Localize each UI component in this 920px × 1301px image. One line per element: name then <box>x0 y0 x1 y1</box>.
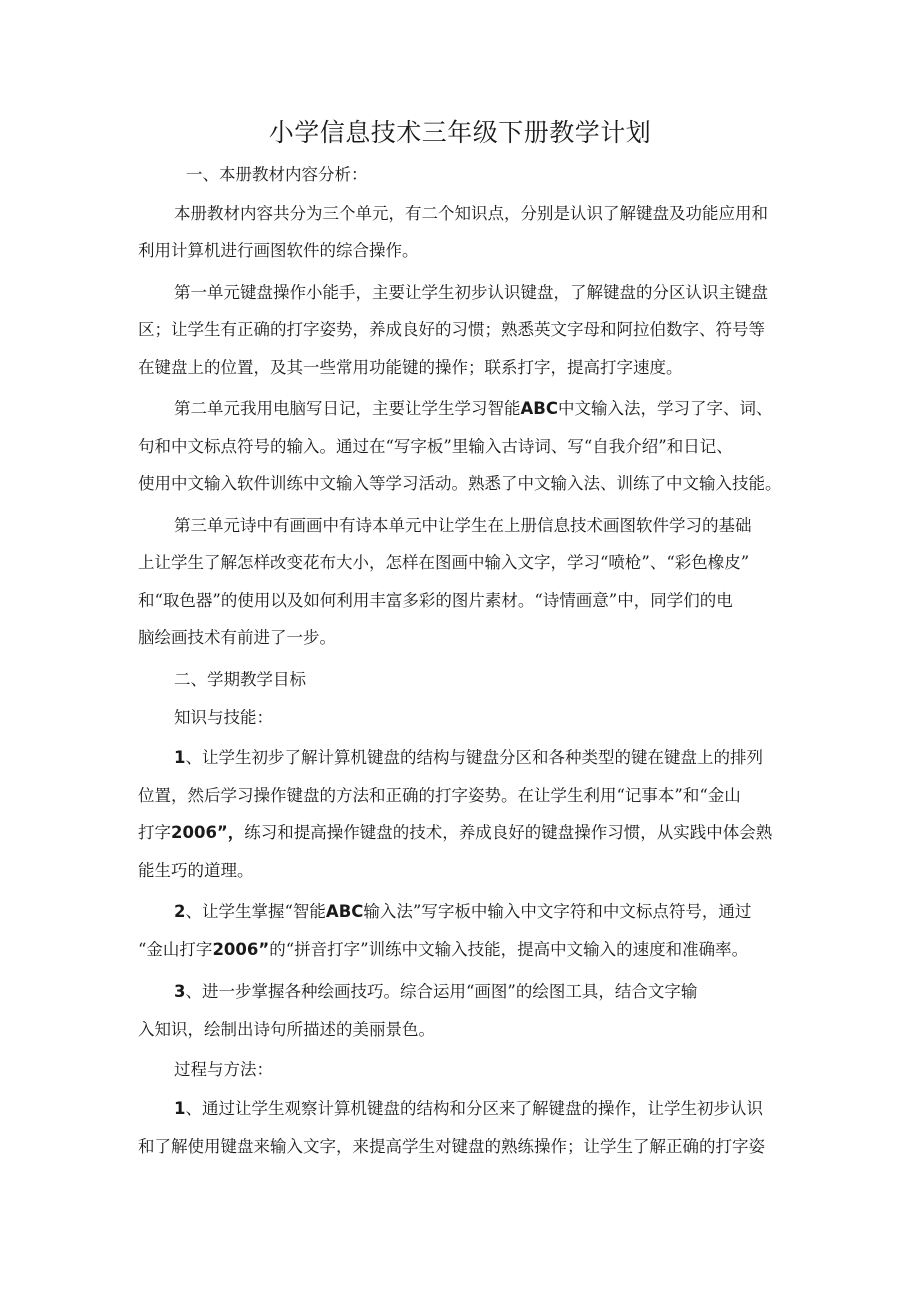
paragraph-line: 在键盘上的位置，及其一些常用功能键的操作；联系打字，提高打字速度。 <box>138 358 683 377</box>
text-run: 打字 <box>138 823 171 842</box>
paragraph-line <box>138 821 788 845</box>
paragraph-line <box>174 397 824 421</box>
text-run-bold: ABC <box>325 902 364 921</box>
list-number: 1 <box>174 748 186 767</box>
paragraph-line: 第一单元键盘操作小能手，主要让学生初步认识键盘，了解键盘的分区认识主键盘 <box>174 283 768 302</box>
text-run-bold: 2006” <box>212 940 270 959</box>
paragraph-line: 本册教材内容共分为三个单元，有二个知识点，分别是认识了解键盘及功能应用和 <box>174 204 768 223</box>
text-run: 的“拼音打字”训练中文输入技能，提高中文输入的速度和准确率。 <box>269 940 749 959</box>
text-run-bold: 2006”， <box>171 823 245 842</box>
paragraph-line <box>174 746 824 770</box>
text-run: 、进一步掌握各种绘画技巧。综合运用“画图”的绘图工具，结合文字输 <box>185 982 698 1001</box>
text-run: “金山打字 <box>138 940 213 959</box>
paragraph-line: 位置，然后学习操作键盘的方法和正确的打字姿势。在让学生利用“记事本”和“金山 <box>138 786 741 805</box>
list-number: 3 <box>174 982 186 1001</box>
paragraph-line: 入知识，绘制出诗句所描述的美丽景色。 <box>138 1020 435 1039</box>
paragraph-line: 能生巧的道理。 <box>138 861 254 880</box>
paragraph-line <box>138 938 788 962</box>
page-title: 小学信息技术三年级下册教学计划 <box>268 118 652 147</box>
paragraph-line: 上让学生了解怎样改变花布大小，怎样在图画中输入文字，学习“喷枪”、“彩色橡皮” <box>138 553 750 572</box>
paragraph-line: 使用中文输入软件训练中文输入等学习活动。熟悉了中文输入法、训练了中文输入技能。 <box>138 474 782 493</box>
paragraph-line: 脑绘画技术有前进了一步。 <box>138 628 336 647</box>
text-run: 中文输入法，学习了字、词、 <box>557 399 773 418</box>
paragraph-line <box>174 1097 824 1121</box>
list-number: 2 <box>174 902 186 921</box>
text-run: 、让学生掌握“智能 <box>185 902 326 921</box>
paragraph-line: 利用计算机进行画图软件的综合操作。 <box>138 241 419 260</box>
subheading-process: 过程与方法： <box>174 1060 273 1079</box>
paragraph-line: 第三单元诗中有画画中有诗本单元中让学生在上册信息技术画图软件学习的基础 <box>174 516 752 535</box>
text-run: 练习和提高操作键盘的技术，养成良好的键盘操作习惯，从实践中体会熟 <box>244 823 773 842</box>
paragraph-line <box>174 980 824 1004</box>
section-heading-1: 一、本册教材内容分析： <box>186 165 368 184</box>
paragraph-line: 区；让学生有正确的打字姿势，养成良好的习惯；熟悉英文字母和阿拉伯数字、符号等 <box>138 320 765 339</box>
text-run: 输入法”写字板中输入中文字符和中文标点符号，通过 <box>363 902 752 921</box>
subheading-knowledge: 知识与技能： <box>174 708 273 727</box>
paragraph-line: 句和中文标点符号的输入。通过在“写字板”里输入古诗词、写“自我介绍”和日记、 <box>138 437 733 456</box>
paragraph-line <box>174 900 824 924</box>
section-heading-2: 二、学期教学目标 <box>174 670 306 689</box>
text-run: 、通过让学生观察计算机键盘的结构和分区来了解键盘的操作，让学生初步认识 <box>185 1099 763 1118</box>
text-run-bold: ABC <box>520 399 558 418</box>
paragraph-line: 和了解使用键盘来输入文字，来提高学生对键盘的熟练操作；让学生了解正确的打字姿 <box>138 1137 765 1156</box>
list-number: 1 <box>174 1099 186 1118</box>
text-run: 、让学生初步了解计算机键盘的结构与键盘分区和各种类型的键在键盘上的排列 <box>185 748 763 767</box>
paragraph-line: 和“取色器”的使用以及如何利用丰富多彩的图片素材。“诗情画意”中，同学们的电 <box>138 591 733 610</box>
text-run: 第二单元我用电脑写日记，主要让学生学习智能 <box>174 399 521 418</box>
